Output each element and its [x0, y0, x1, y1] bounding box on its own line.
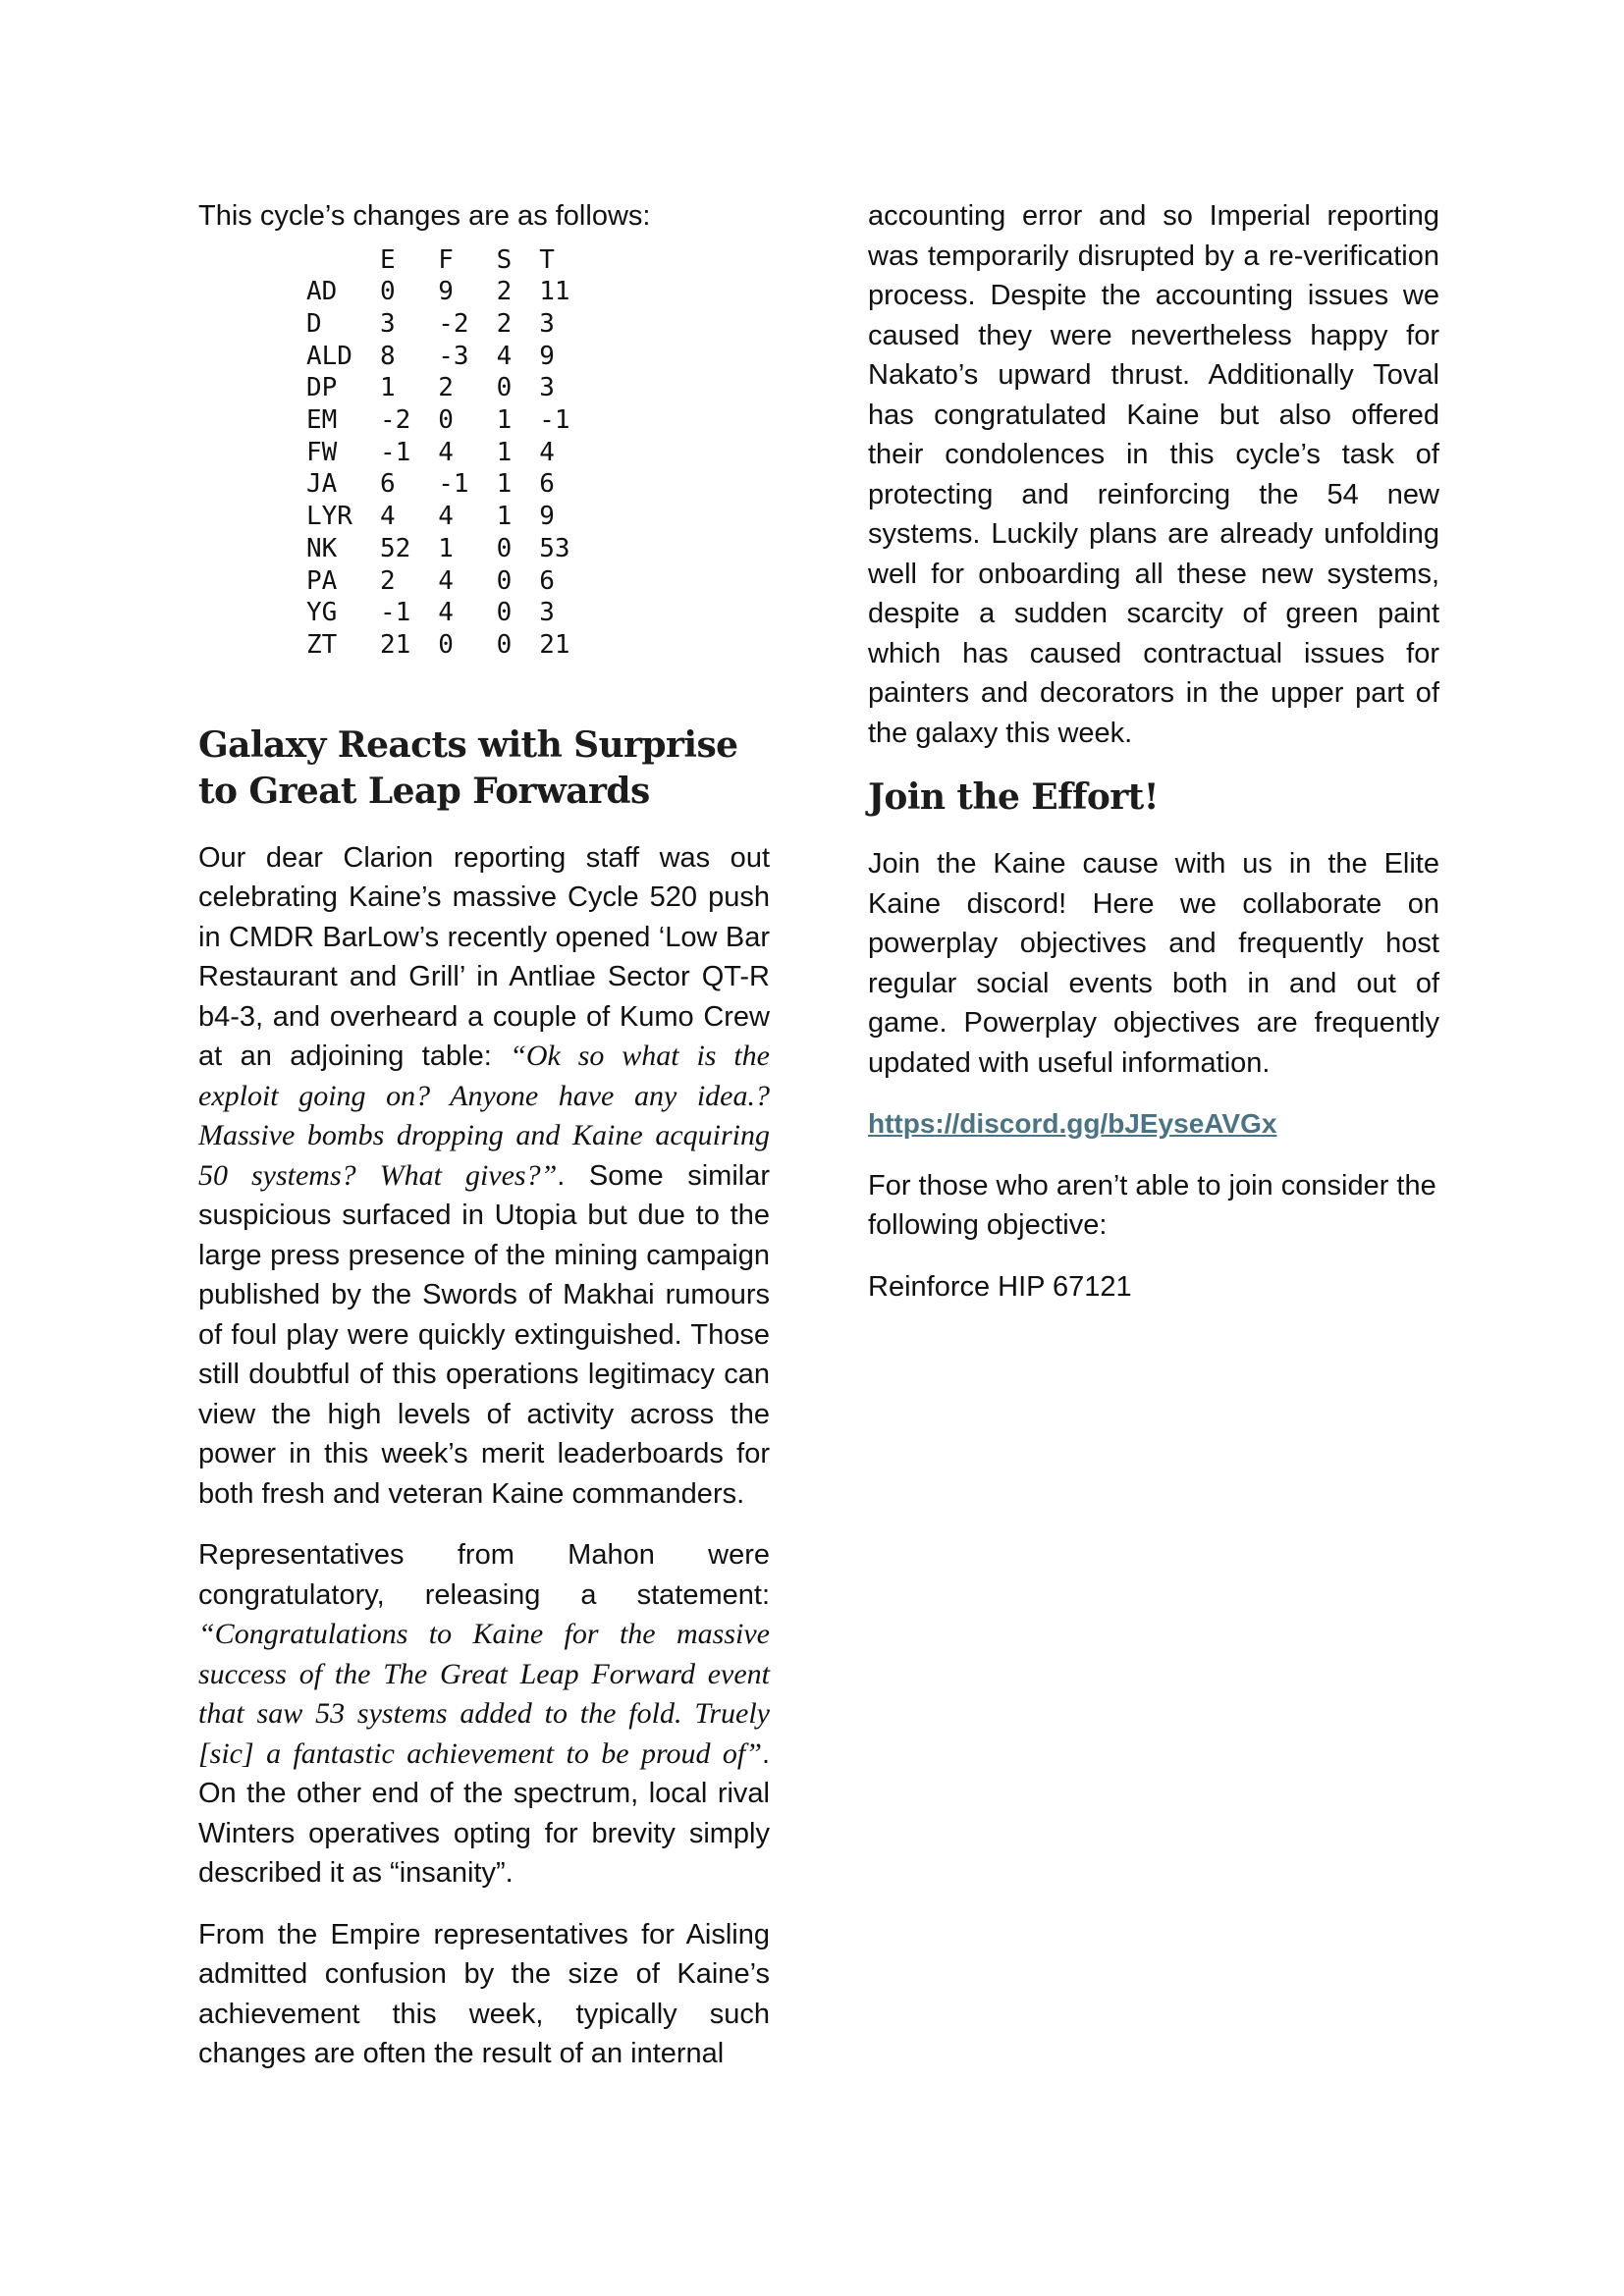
faction-code-cell: LYR [306, 502, 352, 532]
article-paragraph-1 [198, 838, 770, 1515]
value-cell: -1 [379, 437, 411, 467]
left-column [198, 196, 770, 2096]
value-cell: 0 [438, 629, 454, 660]
faction-code-cell: ALD [306, 341, 352, 371]
faction-code-cell: NK [306, 533, 338, 563]
value-cell: 11 [539, 277, 570, 307]
value-cell: 2 [438, 373, 454, 403]
faction-code-cell: FW [306, 437, 338, 467]
header-cell: E [379, 244, 396, 275]
faction-code-cell: EM [306, 405, 338, 436]
value-cell: -1 [438, 469, 469, 500]
p2-tail: . On the other end of the spectrum, local rival Winters operatives opting for brevity simply described it as “insanity”. [198, 1737, 770, 1890]
value-cell: -1 [379, 598, 411, 628]
value-cell: 1 [496, 437, 513, 467]
discord-link[interactable]: https://discord.gg/bJEyseAVGx [868, 1108, 1277, 1139]
value-cell: 4 [539, 437, 555, 467]
article-paragraph-2 [198, 1535, 770, 1894]
table-row [306, 565, 598, 598]
faction-code-cell: D [306, 308, 322, 339]
value-cell: 2 [496, 277, 513, 307]
value-cell: 0 [496, 533, 513, 563]
changes-table-body [306, 276, 598, 661]
value-cell: 21 [539, 629, 570, 660]
table-row [306, 308, 598, 341]
join-note: For those who aren’t able to join consider the following objective: [868, 1169, 1436, 1241]
table-row [306, 404, 598, 437]
value-cell: 4 [438, 598, 454, 628]
table-row [306, 533, 598, 565]
value-cell: 0 [496, 629, 513, 660]
value-cell: 0 [496, 565, 513, 596]
value-cell: 6 [379, 469, 396, 500]
value-cell: 9 [438, 277, 454, 307]
mahon-quote: “Congratulations to Kaine for the massive success of the The Great Leap Forward event that saw 53 systems added to the fold. Truely [sic] a fantastic achievement to be proud of” [198, 1618, 770, 1770]
value-cell: 0 [438, 405, 454, 436]
table-row [306, 372, 598, 404]
faction-code-cell: AD [306, 277, 338, 307]
article-paragraph-3-continued: accounting error and so Imperial reporting was temporarily disrupted by a re-verification process. Despite the accounting issues we caused they were nevertheless happy for Nakato’s upward thrust. Additionally Toval has congratulated Kaine but also offered their condolences in this cycle’s task of protecting and reinforcing the 54 new systems. Luckily plans are already unfolding well for onboarding all these new systems, despite a sudden scarcity of green paint which has caused contractual issues for painters and decorators in the upper part of the galaxy this week. [868, 200, 1439, 749]
objective: Reinforce HIP 67121 [868, 1270, 1132, 1303]
header-cell: S [496, 244, 513, 275]
value-cell: 8 [379, 341, 396, 371]
right-column [868, 196, 1439, 1328]
p1-lead: Our dear Clarion reporting staff was out celebrating Kaine’s massive Cycle 520 push in CMDR BarLow’s recently opened ‘Low Bar Restaurant and Grill’ in Antliae Sector QT-R b4-3, and overheard a couple of Kumo Crew at an adjoining table: [198, 841, 770, 1073]
faction-code-cell: DP [306, 373, 338, 403]
p2-lead: Representatives from Mahon were congratulatory, releasing a statement: [198, 1539, 770, 1611]
value-cell: 1 [496, 405, 513, 436]
value-cell: 3 [539, 373, 555, 403]
value-cell: -2 [379, 405, 411, 436]
value-cell: 2 [496, 308, 513, 339]
value-cell: 1 [438, 533, 454, 563]
value-cell: 2 [379, 565, 396, 596]
value-cell: -1 [539, 405, 570, 436]
value-cell: 0 [379, 277, 396, 307]
value-cell: 9 [539, 341, 555, 371]
value-cell: 6 [539, 565, 555, 596]
changes-intro: This cycle’s changes are as follows: [198, 200, 651, 232]
value-cell: 1 [379, 373, 396, 403]
discord-link-line [868, 1104, 1439, 1145]
value-cell: 4 [438, 437, 454, 467]
value-cell: 9 [539, 502, 555, 532]
faction-code-cell: YG [306, 598, 338, 628]
value-cell: 4 [438, 502, 454, 532]
table-row [306, 501, 598, 533]
header-cell [306, 244, 380, 277]
value-cell: 1 [496, 469, 513, 500]
value-cell: 4 [496, 341, 513, 371]
value-cell: 4 [379, 502, 396, 532]
value-cell: 52 [379, 533, 411, 563]
value-cell: 1 [496, 502, 513, 532]
header-cell: T [539, 244, 555, 275]
table-row [306, 437, 598, 469]
value-cell: 21 [379, 629, 411, 660]
value-cell: 0 [496, 373, 513, 403]
table-row [306, 629, 598, 662]
faction-code-cell: PA [306, 565, 338, 596]
value-cell: 0 [496, 598, 513, 628]
table-row [306, 468, 598, 501]
table-row [306, 597, 598, 629]
value-cell: 3 [539, 308, 555, 339]
faction-code-cell: JA [306, 469, 338, 500]
value-cell: 4 [438, 565, 454, 596]
value-cell: -2 [438, 308, 469, 339]
table-row [306, 341, 598, 373]
p1-tail: . Some similar suspicious surfaced in Utopia but due to the large press presence of the mining campaign published by the Swords of Makhai rumours of foul play were quickly extinguished. Those still doubtful of this operations legitimacy can view the high levels of activity across the power in this week’s merit leaderboards for both fresh and veteran Kaine commanders. [198, 1159, 770, 1510]
join-body: Join the Kaine cause with us in the Elite Kaine discord! Here we collaborate on powerplay objectives and frequently host regular social events both in and out of game. Powerplay objectives are frequently updated with useful information. [868, 848, 1439, 1079]
faction-code-cell: ZT [306, 629, 338, 660]
changes-table-header [306, 244, 598, 277]
join-heading: Join the Effort! [868, 776, 1159, 818]
changes-table [306, 244, 598, 662]
value-cell: 3 [539, 598, 555, 628]
article-paragraph-3: From the Empire representatives for Aisling admitted confusion by the size of Kaine’s achievement this week, typically such changes are often the result of an internal [198, 1918, 770, 2070]
header-cell: F [438, 244, 454, 275]
article-heading: Galaxy Reacts with Surprise to Great Leap Forwards [198, 723, 738, 812]
value-cell: 3 [379, 308, 396, 339]
value-cell: -3 [438, 341, 469, 371]
value-cell: 6 [539, 469, 555, 500]
kumo-crew-quote: “Ok so what is the exploit going on? Anyone have any idea.? Massive bombs dropping and Kaine acquiring 50 systems? What gives?” [198, 1040, 770, 1192]
value-cell: 53 [539, 533, 570, 563]
table-row [306, 276, 598, 308]
